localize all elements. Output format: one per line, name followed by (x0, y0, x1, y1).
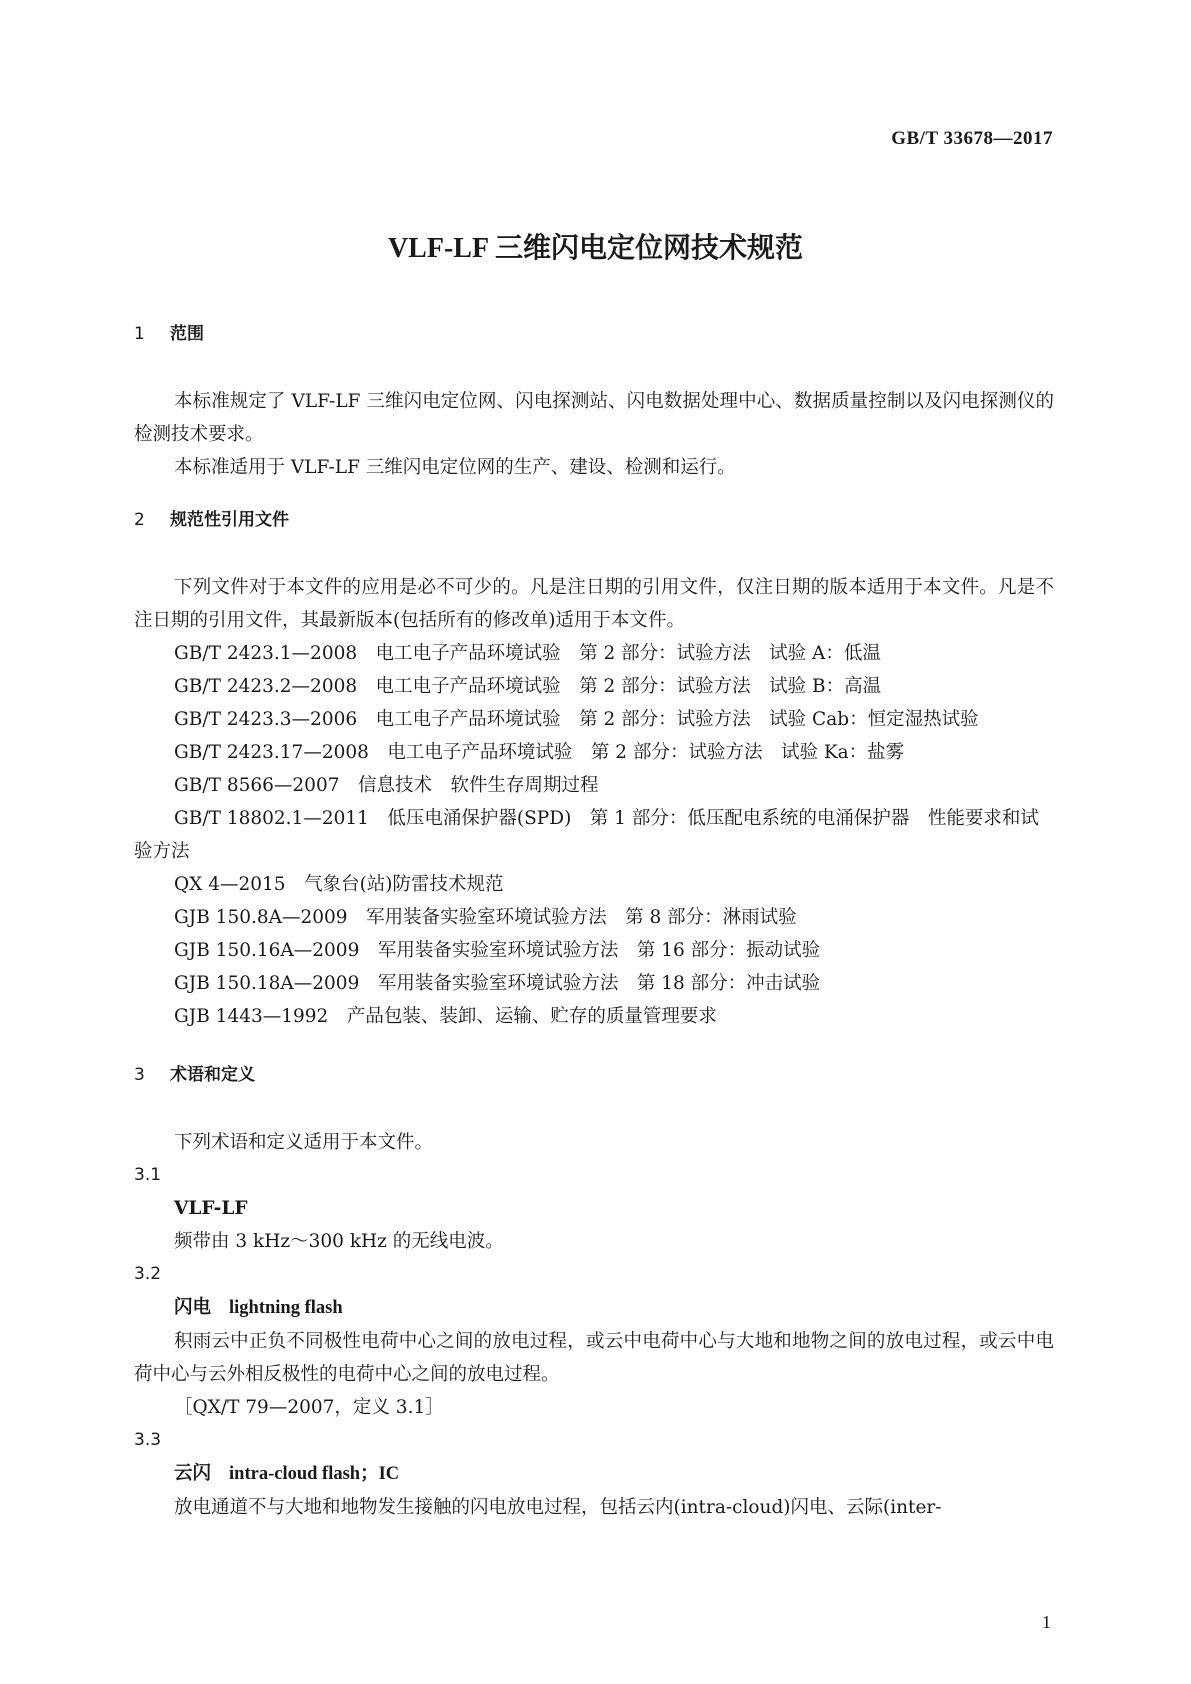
section-number: 2 (134, 510, 145, 530)
term-source: ［QX/T 79—2007，定义 3.1］ (174, 1397, 444, 1418)
reference-item: GB/T 2423.17—2008 电工电子产品环境试验 第 2 部分：试验方法 试验 Ka：盐雾 (174, 742, 905, 763)
term-definition: 频带由 3 kHz～300 kHz 的无线电波。 (174, 1231, 504, 1252)
section-3-heading (134, 1059, 1054, 1092)
reference-item: GJB 1443—1992 产品包装、装卸、运输、贮存的质量管理要求 (174, 1006, 717, 1027)
term-name (134, 1457, 1054, 1491)
document-title: VLF-LF 三维闪电定位网技术规范 (387, 233, 804, 264)
paragraph: 本标准规定了 VLF-LF 三维闪电定位网、闪电探测站、闪电数据处理中心、数据质量控制以及闪电探测仪的检测技术要求。 (134, 391, 1054, 445)
section-title: 规范性引用文件 (170, 510, 289, 530)
reference-item: GJB 150.8A—2009 军用装备实验室环境试验方法 第 8 部分：淋雨试验 (174, 907, 797, 928)
term-definition: 积雨云中正负不同极性电荷中心之间的放电过程，或云中电荷中心与大地和地物之间的放电过程，或云中电荷中心与云外相反极性的电荷中心之间的放电过程。 (134, 1331, 1054, 1385)
reference-item: QX 4—2015 气象台(站)防雷技术规范 (174, 874, 504, 895)
term-name-en: intra-cloud flash；IC (229, 1464, 400, 1484)
section-title: 范围 (170, 324, 204, 344)
section-1-heading (134, 318, 1054, 351)
term-number: 3.1 (134, 1165, 162, 1185)
section-number: 1 (134, 324, 145, 344)
term-name-cn: 闪电 (174, 1297, 212, 1318)
term-definition: 放电通道不与大地和地物发生接触的闪电放电过程，包括云内(intra-cloud)闪电、云际(inter- (174, 1497, 942, 1518)
page-number: 1 (1042, 1612, 1051, 1632)
paragraph: 下列术语和定义适用于本文件。 (174, 1132, 434, 1153)
section-number: 3 (134, 1065, 145, 1085)
term-name-cn: 云闪 (174, 1463, 212, 1484)
paragraph: 本标准适用于 VLF-LF 三维闪电定位网的生产、建设、检测和运行。 (174, 457, 736, 478)
section-2-heading (134, 504, 1054, 537)
term-name-en: lightning flash (229, 1298, 343, 1318)
section-title: 术语和定义 (170, 1065, 255, 1085)
reference-item: GJB 150.18A—2009 军用装备实验室环境试验方法 第 18 部分：冲击试验 (174, 973, 821, 994)
document-body (134, 318, 1054, 1524)
term-name-cn: VLF-LF (174, 1198, 248, 1219)
reference-item: GB/T 8566—2007 信息技术 软件生存周期过程 (174, 775, 599, 796)
paragraph: 下列文件对于本文件的应用是必不可少的。凡是注日期的引用文件，仅注日期的版本适用于本文件。凡是不注日期的引用文件，其最新版本(包括所有的修改单)适用于本文件。 (134, 577, 1054, 631)
term-name (134, 1192, 1054, 1225)
term-name (134, 1291, 1054, 1325)
term-number: 3.2 (134, 1264, 162, 1284)
standard-code: GB/T 33678—2017 (891, 128, 1053, 149)
reference-item: GB/T 18802.1—2011 低压电涌保护器(SPD) 第 1 部分：低压配电系统的电涌保护器 性能要求和试验方法 (134, 808, 1039, 862)
reference-item: GJB 150.16A—2009 军用装备实验室环境试验方法 第 16 部分：振动试验 (174, 940, 821, 961)
reference-item: GB/T 2423.1—2008 电工电子产品环境试验 第 2 部分：试验方法 试验 A：低温 (174, 643, 881, 664)
reference-item: GB/T 2423.3—2006 电工电子产品环境试验 第 2 部分：试验方法 试验 Cab：恒定湿热试验 (174, 709, 979, 730)
reference-item: GB/T 2423.2—2008 电工电子产品环境试验 第 2 部分：试验方法 试验 B：高温 (174, 676, 882, 697)
term-number: 3.3 (134, 1430, 162, 1450)
